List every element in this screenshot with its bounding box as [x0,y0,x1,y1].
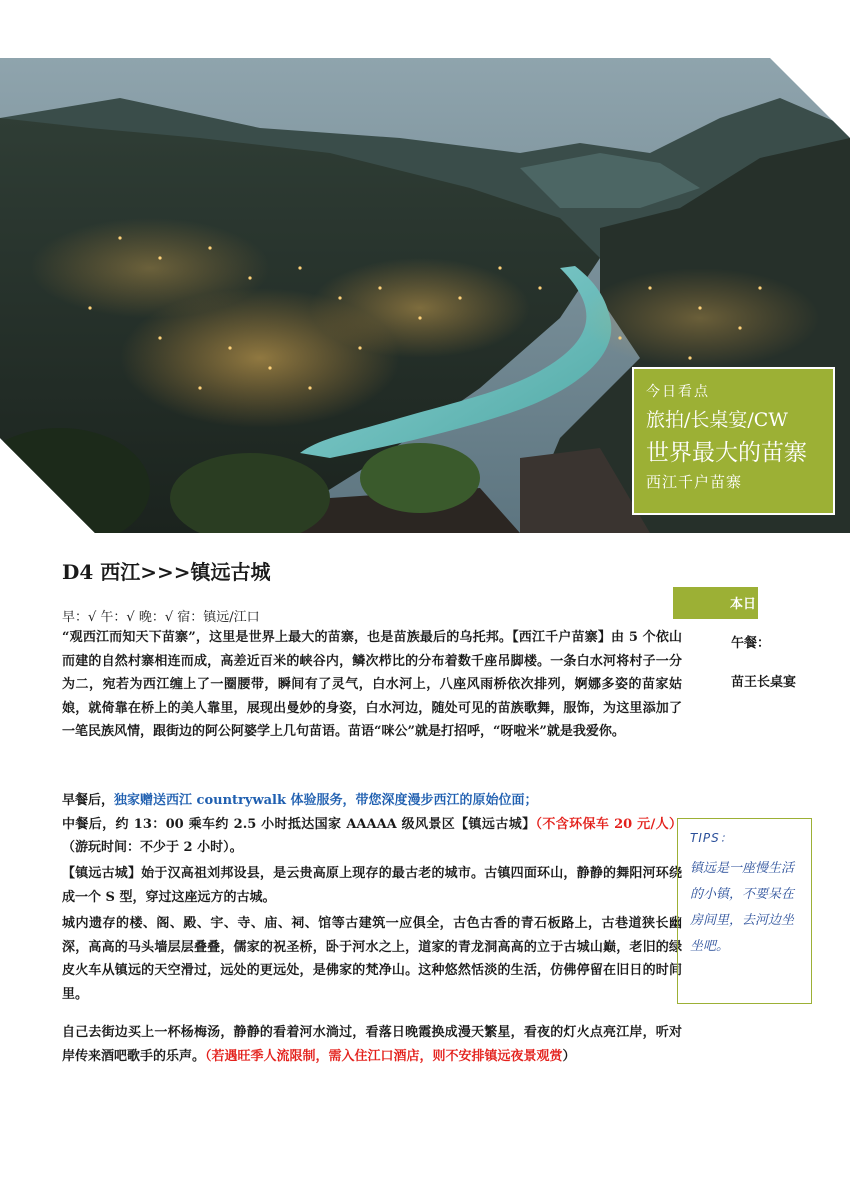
peak-season-note: （若遇旺季人流限制，需入住江口酒店，则不安排镇远夜景观赏 [205,1048,563,1064]
schedule-transfer: 中餐后，约 13：00 乘车约 2.5 小时抵达国家 AAAAA 级风景区【镇远古城】 [62,816,536,832]
highlight-tags: 旅拍/长桌宴/CW [646,409,788,431]
tips-body: 镇远是一座慢生活的小镇，不要呆在房间里，去河边坐坐吧。 [690,861,795,954]
highlight-subtitle: 西江千户苗寨 [646,473,743,491]
paragraph-zhenyuan-intro: 【镇远古城】始于汉高祖刘邦设县，是云贵高原上现存的最古老的城市。古镇四面环山，静静的舞阳河环绕成一个 S 型，穿过这座远方的古城。 [62,866,682,905]
paragraph-xijiang: “观西江而知天下苗寨”，这里是世界上最大的苗寨，也是苗族最后的乌托邦。【西江千户苗寨】由 5 个依山而建的自然村寨相连而成，高差近百米的峡谷内，鳞次栉比的分布着数千座吊脚楼。一条白水河将村子一分为二，宛若为西江缠上了一圈腰带，瞬间有了灵气，白水河上，八座风雨桥依次排列，婀娜多姿的苗家姑娘，就倚靠在桥上的美人靠里，展现出曼妙的身姿，白水河边，随处可见的苗族歌舞，服饰，为这里添加了一笔民族风情，跟街边的阿公阿婆学上几句苗语。苗语“咪公”就是打招呼，“呀啦米”就是我爱你。 [62,630,682,739]
sidebar-lunch-label: 午餐： [731,636,771,651]
evening-text: 自己去街边买上一杯杨梅汤，静静的看着河水淌过，看落日晚霞换成漫天繁星，看夜的灯火点亮江岸，听对岸传来酒吧歌手的乐声。 [62,1025,682,1064]
paragraph-schedule [62,789,682,860]
sidebar-lunch-value: 苗王长桌宴 [731,675,797,690]
meals-info: 早：√ 午：√ 晚：√ 宿：镇远/江口 [62,610,260,625]
highlight-kicker: 今日看点 [646,384,710,400]
fee-note: （不含环保车 20 元/人） [535,816,682,832]
day-title: D4 西江>>>镇远古城 [62,560,271,584]
highlight-headline: 世界最大的苗寨 [646,440,807,466]
paragraph-evening [62,1021,682,1068]
evening-close: ） [562,1048,576,1064]
countrywalk-highlight: 独家赠送西江 countrywalk 体验服务，带您深度漫步西江的原始位面； [114,793,538,808]
today-highlight-box [632,367,835,515]
tips-box [677,818,812,1004]
tips-title: TIPS： [690,831,733,845]
paragraph-zhenyuan-architecture: 城内遗存的楼、阁、殿、宇、寺、庙、祠、馆等古建筑一应俱全，古色古香的青石板路上，古巷道狭长幽深，高高的马头墙层层叠叠，儒家的祝圣桥，卧于河水之上，道家的青龙洞高高的立于古城山巅，老旧的绿皮火车从镇远的天空滑过，远处的更远处，是佛家的梵净山。这种悠然恬淡的生活，仿佛停留在旧日的时间里。 [62,916,682,1002]
sidebar-header: 本日 [673,587,758,619]
schedule-prefix: 早餐后， [62,793,115,808]
schedule-duration: （游玩时间：不少于 2 小时）。 [62,840,243,855]
